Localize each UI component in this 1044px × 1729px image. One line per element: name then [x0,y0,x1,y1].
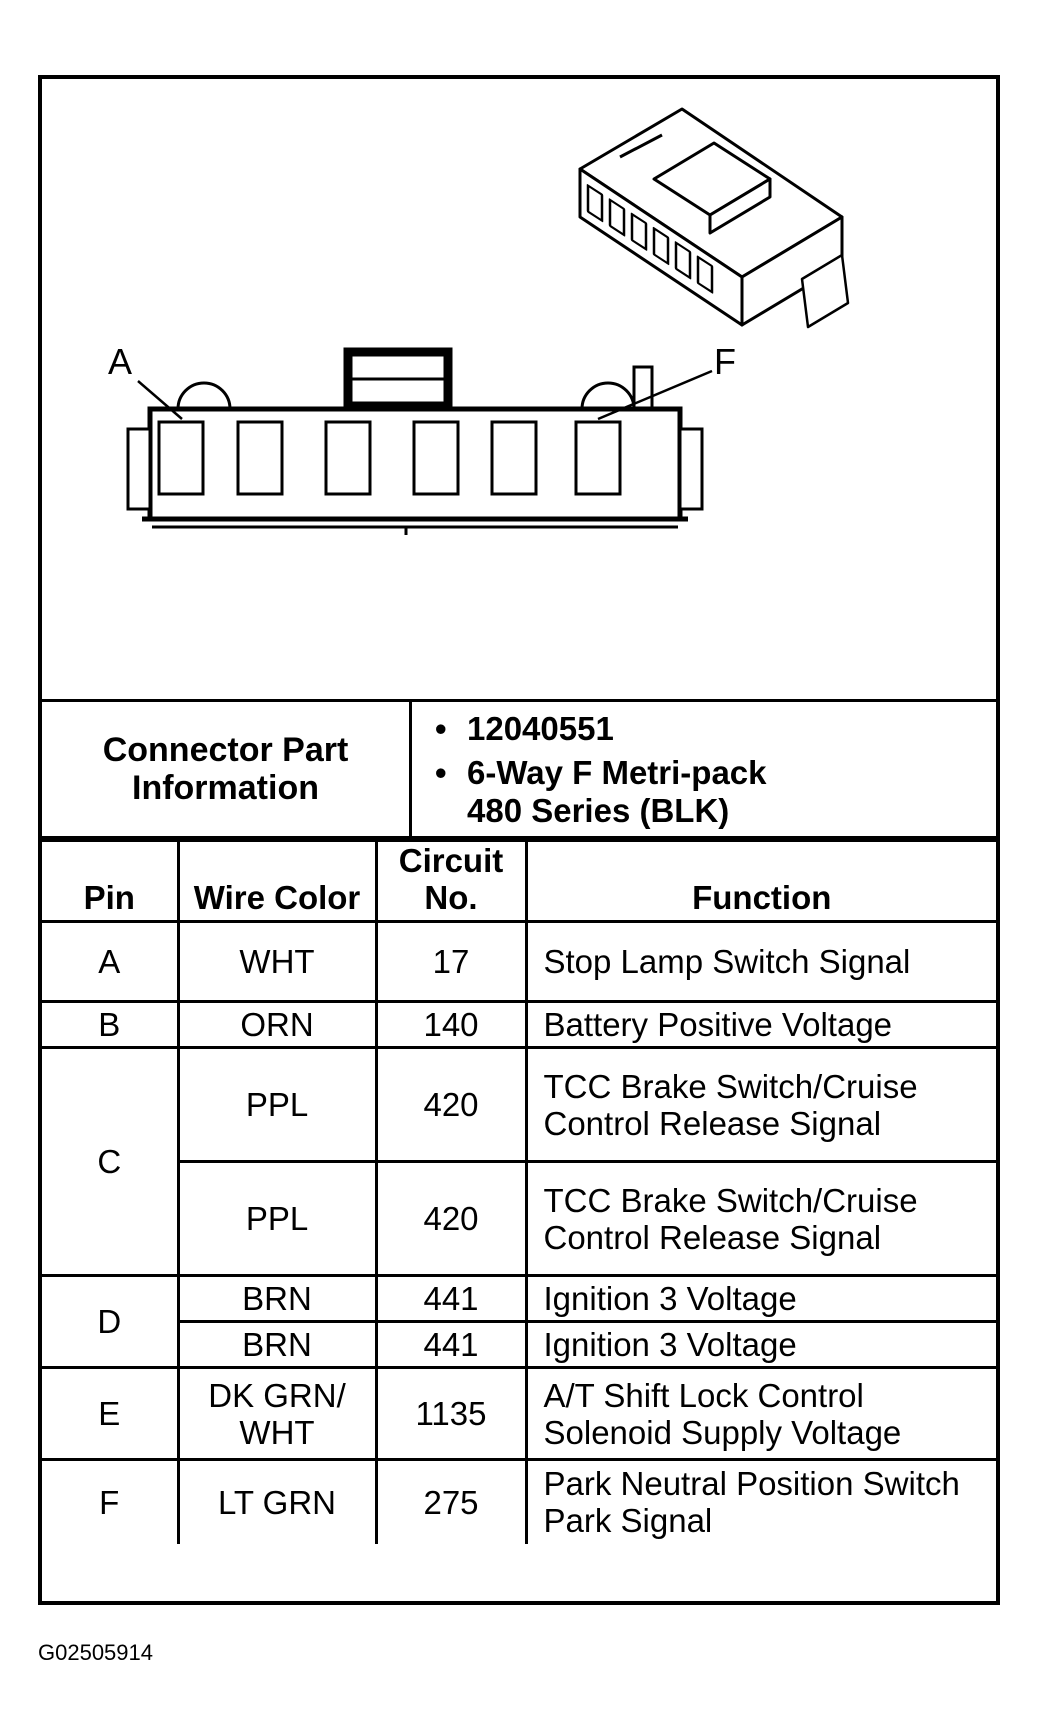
pin-cell: D [42,1276,178,1368]
connector-info-details [412,702,996,836]
connector-part-info [42,699,996,839]
connector-illustration [42,79,996,699]
function-cell: TCC Brake Switch/Cruise Control Release Signal [526,1162,996,1276]
function-cell: Stop Lamp Switch Signal [526,922,996,1002]
table-row [42,1460,996,1544]
circuit-cell: 17 [376,922,526,1002]
table-row [42,1276,996,1322]
header-wire-color: Wire Color [178,841,376,922]
connector-diagram-frame [38,75,1000,1605]
function-cell: Ignition 3 Voltage [526,1276,996,1322]
wire-cell: ORN [178,1002,376,1048]
wire-cell: PPL [178,1162,376,1276]
header-function: Function [526,841,996,922]
table-row [42,1322,996,1368]
circuit-cell: 275 [376,1460,526,1544]
function-cell: Ignition 3 Voltage [526,1322,996,1368]
pinout-table [42,839,996,1544]
header-circuit: Circuit No. [376,841,526,922]
pin-cell: C [42,1048,178,1276]
connector-description-line1: • 6-Way F Metri-pack [467,754,996,792]
connector-face-view [128,349,702,535]
wire-cell: WHT [178,922,376,1002]
table-row [42,1002,996,1048]
function-cell: Park Neutral Position Switch Park Signal [526,1460,996,1544]
table-row [42,1048,996,1162]
pin-cell: A [42,922,178,1002]
circuit-cell: 420 [376,1048,526,1162]
header-pin: Pin [42,841,178,922]
table-row [42,1162,996,1276]
pin-cell: F [42,1460,178,1544]
callout-f-label: F [714,341,736,382]
circuit-cell: 441 [376,1322,526,1368]
wire-cell: DK GRN/ WHT [178,1368,376,1460]
function-cell: Battery Positive Voltage [526,1002,996,1048]
connector-info-heading: Connector Part Information [42,702,412,836]
pin-cell: E [42,1368,178,1460]
part-number: • 12040551 [467,710,996,748]
wire-cell: PPL [178,1048,376,1162]
table-row [42,922,996,1002]
function-cell: TCC Brake Switch/Cruise Control Release Signal [526,1048,996,1162]
connector-3d-view [580,109,848,327]
wire-cell: BRN [178,1276,376,1322]
function-cell: A/T Shift Lock Control Solenoid Supply Voltage [526,1368,996,1460]
circuit-cell: 1135 [376,1368,526,1460]
figure-code: G02505914 [38,1640,153,1665]
circuit-cell: 420 [376,1162,526,1276]
circuit-cell: 441 [376,1276,526,1322]
pin-cell: B [42,1002,178,1048]
connector-description-line2: 480 Series (BLK) [467,792,730,829]
wire-cell: LT GRN [178,1460,376,1544]
wire-cell: BRN [178,1322,376,1368]
table-row [42,1368,996,1460]
callout-a-label: A [108,341,133,382]
circuit-cell: 140 [376,1002,526,1048]
